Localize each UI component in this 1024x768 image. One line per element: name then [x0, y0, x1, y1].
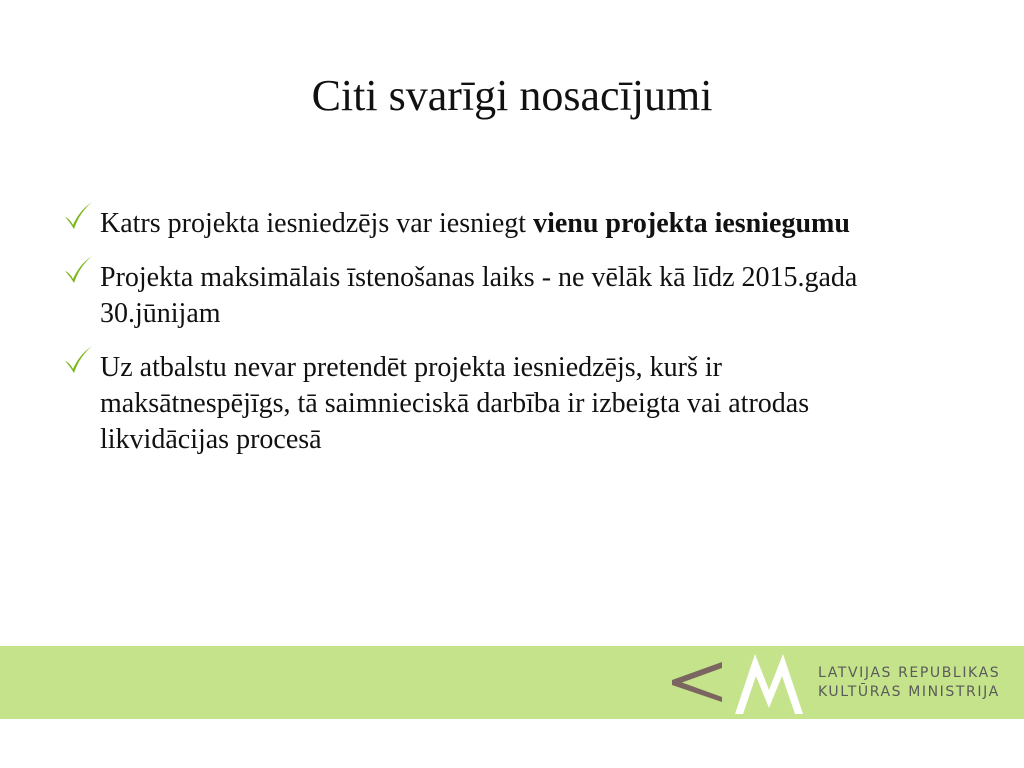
bullet-text-3: Uz atbalstu nevar pretendēt projekta iesniedzējs, kurš ir maksātnespējīgs, tā saimnieciskā darbība ir izbeigta vai atrodas likvidācijas procesā [100, 352, 810, 455]
bullet-text-1-bold: vienu projekta iesniegumu [533, 208, 850, 239]
bullet-text-1: Katrs projekta iesniedzējs var iesniegt [100, 208, 534, 239]
bullet-list [62, 206, 882, 476]
check-mark-icon [62, 254, 94, 286]
bullet-item-3 [62, 350, 882, 458]
logo-m-icon [733, 650, 805, 716]
check-mark-icon [62, 344, 94, 376]
bullet-item-2 [62, 260, 882, 332]
bullet-item-1 [62, 206, 882, 242]
ministry-logo-text [818, 664, 1000, 702]
logo-line-1: LATVIJAS REPUBLIKAS [818, 665, 1001, 681]
logo-line-2: KULTŪRAS MINISTRIJA [818, 684, 1000, 700]
bullet-text-2: Projekta maksimālais īstenošanas laiks - ne vēlāk kā līdz 2015.gada 30.jūnijam [100, 262, 858, 329]
logo-arrow-icon [668, 660, 724, 704]
slide-title: Citi svarīgi nosacījumi [311, 71, 713, 120]
check-mark-icon [62, 200, 94, 232]
